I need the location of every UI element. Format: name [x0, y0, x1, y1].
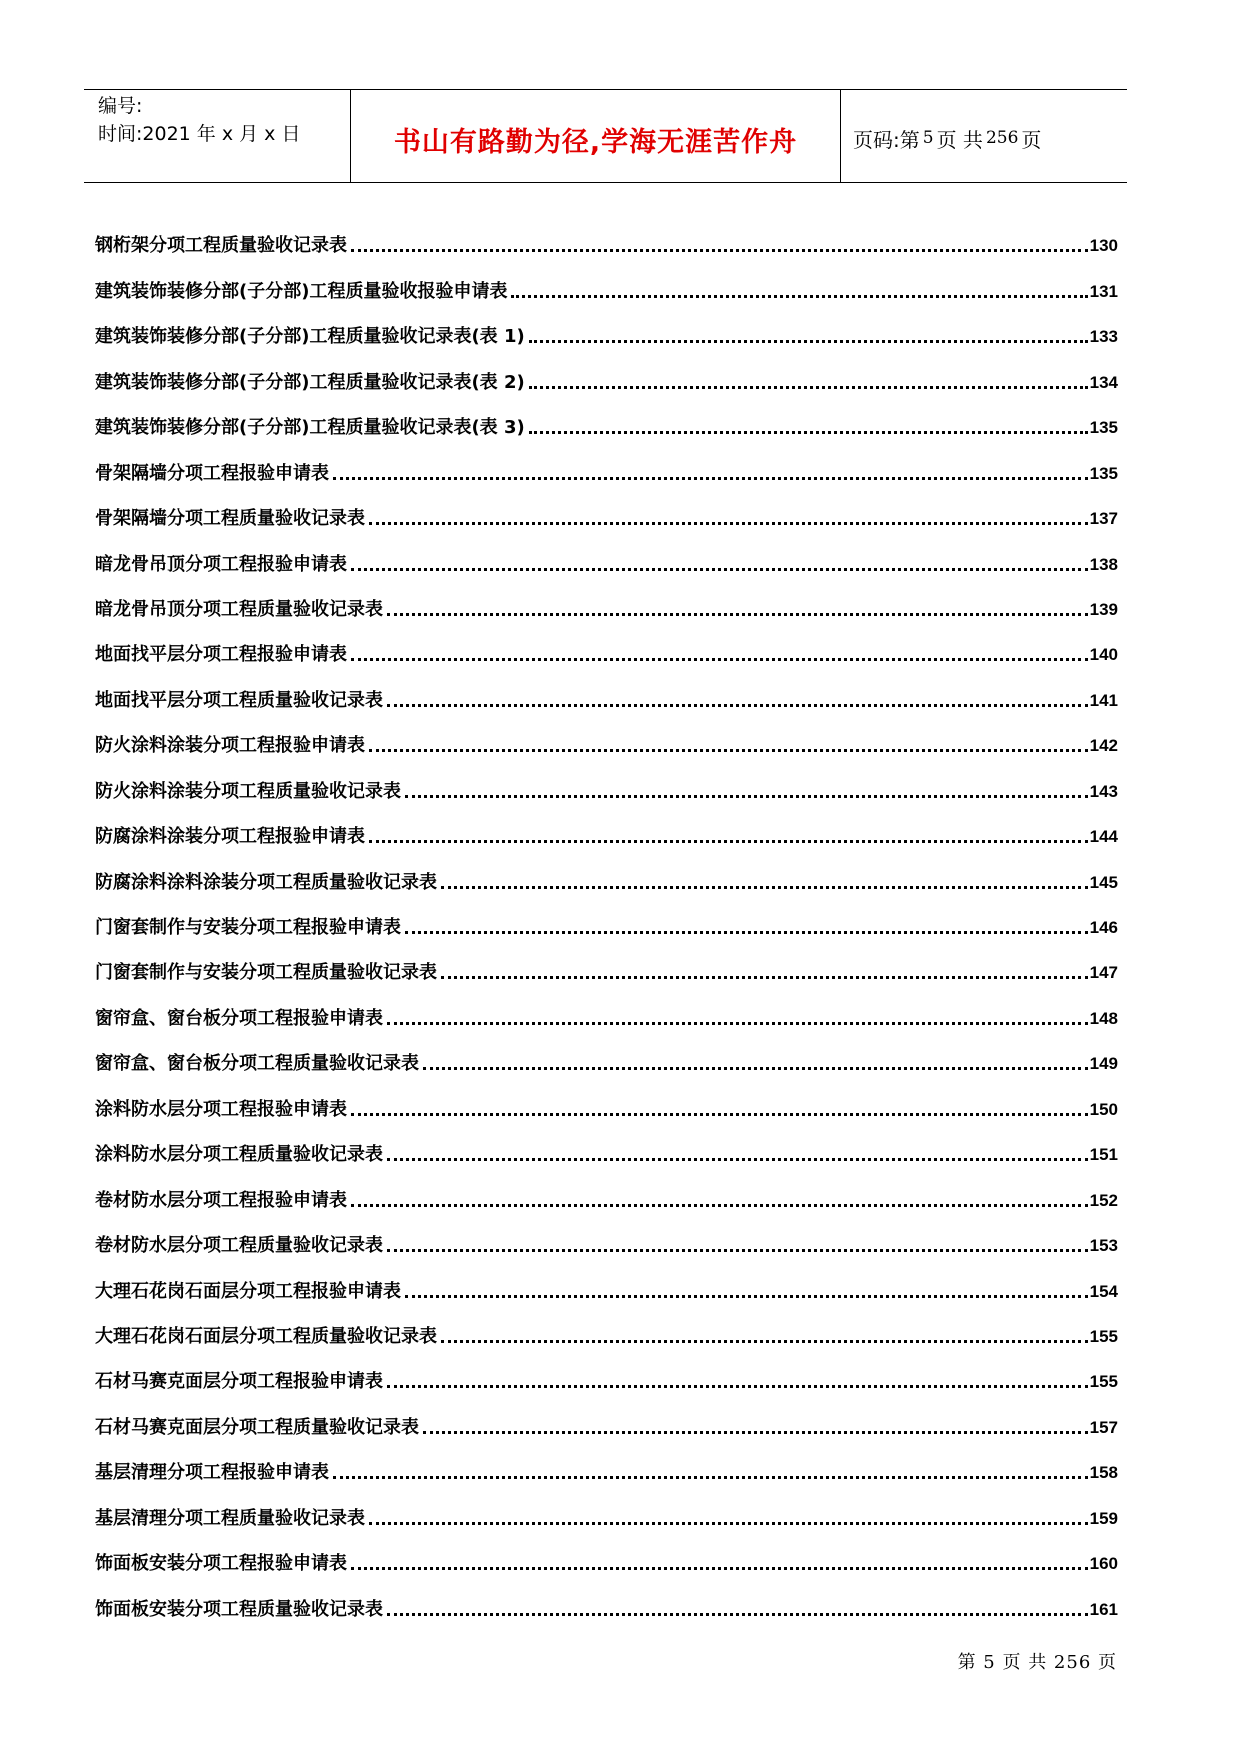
toc-entry-title: 卷材防水层分项工程质量验收记录表 — [95, 1235, 383, 1257]
toc-entry-title: 石材马赛克面层分项工程报验申请表 — [95, 1371, 383, 1393]
toc-dot-leader — [529, 386, 1088, 389]
toc-entry-title: 石材马赛克面层分项工程质量验收记录表 — [95, 1416, 419, 1438]
toc-entry-title: 地面找平层分项工程报验申请表 — [95, 644, 347, 666]
toc-entry[interactable] — [95, 304, 1118, 349]
toc-entry-page: 134 — [1089, 372, 1118, 392]
toc-entry-page: 148 — [1089, 1008, 1118, 1028]
toc-entry-page: 150 — [1089, 1099, 1118, 1119]
toc-entry-title: 建筑装饰装修分部(子分部)工程质量验收记录表(表 1) — [95, 326, 525, 348]
toc-entry-title: 门窗套制作与安装分项工程报验申请表 — [95, 917, 401, 938]
page-total: 256 — [985, 128, 1019, 148]
toc-entry[interactable] — [95, 713, 1118, 758]
toc-entry-page: 160 — [1089, 1554, 1118, 1574]
toc-entry-title: 大理石花岗石面层分项工程质量验收记录表 — [95, 1325, 437, 1347]
toc-dot-leader — [351, 568, 1088, 571]
toc-entry[interactable] — [95, 349, 1118, 394]
toc-entry-page: 137 — [1089, 509, 1118, 529]
toc-entry-title: 骨架隔墙分项工程质量验收记录表 — [95, 508, 365, 530]
toc-entry[interactable] — [95, 758, 1118, 803]
toc-entry-page: 131 — [1089, 281, 1118, 301]
toc-dot-leader — [387, 1385, 1088, 1388]
toc-entry-page: 135 — [1089, 418, 1118, 438]
toc-entry[interactable] — [95, 1122, 1118, 1167]
toc-entry[interactable] — [95, 1031, 1118, 1076]
toc-entry[interactable] — [95, 486, 1118, 531]
toc-dot-leader — [333, 477, 1088, 480]
document-number-label: 编号: — [98, 95, 143, 117]
toc-entry-title: 饰面板安装分项工程报验申请表 — [95, 1553, 347, 1575]
toc-dot-leader — [351, 658, 1088, 661]
toc-entry-title: 暗龙骨吊顶分项工程报验申请表 — [95, 553, 347, 575]
toc-dot-leader — [405, 1295, 1088, 1298]
motto-text: 书山有路勤为径,学海无涯苦作舟 — [393, 126, 798, 158]
toc-entry[interactable] — [95, 1531, 1118, 1576]
toc-entry-title: 卷材防水层分项工程报验申请表 — [95, 1189, 347, 1211]
toc-entry-page: 151 — [1089, 1145, 1118, 1165]
toc-dot-leader — [387, 1022, 1088, 1025]
toc-entry-title: 基层清理分项工程报验申请表 — [95, 1462, 329, 1484]
toc-entry[interactable] — [95, 1349, 1118, 1394]
toc-dot-leader — [387, 1613, 1088, 1616]
toc-entry-title: 地面找平层分项工程质量验收记录表 — [95, 689, 383, 711]
toc-entry-title: 涂料防水层分项工程质量验收记录表 — [95, 1144, 383, 1166]
toc-entry[interactable] — [95, 577, 1118, 622]
toc-entry-title: 基层清理分项工程质量验收记录表 — [95, 1507, 365, 1529]
toc-entry-page: 159 — [1089, 1508, 1118, 1528]
toc-entry-page: 157 — [1089, 1417, 1118, 1437]
toc-entry-title: 涂料防水层分项工程报验申请表 — [95, 1098, 347, 1120]
toc-entry-page: 155 — [1089, 1326, 1118, 1346]
toc-dot-leader — [351, 1204, 1088, 1207]
page-middle: 页 共 — [936, 127, 983, 152]
toc-dot-leader — [333, 1476, 1088, 1479]
toc-entry-title: 暗龙骨吊顶分项工程质量验收记录表 — [95, 598, 383, 620]
toc-entry[interactable] — [95, 531, 1118, 576]
toc-dot-leader — [351, 249, 1088, 252]
toc-entry[interactable] — [95, 213, 1118, 258]
toc-dot-leader — [511, 295, 1087, 298]
toc-dot-leader — [441, 976, 1088, 979]
toc-dot-leader — [405, 931, 1088, 934]
toc-entry-page: 161 — [1089, 1599, 1118, 1619]
toc-dot-leader — [351, 1567, 1088, 1570]
header-motto-cell — [350, 90, 841, 182]
toc-entry-title: 建筑装饰装修分部(子分部)工程质量验收记录表(表 2) — [95, 371, 525, 393]
toc-entry-page: 154 — [1089, 1281, 1118, 1301]
toc-entry-page: 139 — [1089, 599, 1118, 619]
toc-entry[interactable] — [95, 258, 1118, 303]
toc-entry-title: 防腐涂料涂料涂装分项工程质量验收记录表 — [95, 871, 437, 893]
toc-dot-leader — [369, 840, 1088, 843]
toc-entry-page: 155 — [1089, 1372, 1118, 1392]
toc-dot-leader — [387, 613, 1088, 616]
toc-dot-leader — [441, 886, 1088, 889]
toc-entry[interactable] — [95, 1394, 1118, 1439]
toc-entry-page: 158 — [1089, 1463, 1118, 1483]
toc-entry-title: 门窗套制作与安装分项工程质量验收记录表 — [95, 962, 437, 984]
toc-entry-title: 防火涂料涂装分项工程质量验收记录表 — [95, 780, 401, 802]
page-suffix: 页 — [1021, 127, 1042, 152]
toc-entry[interactable] — [95, 1167, 1118, 1212]
toc-entry-page: 153 — [1089, 1236, 1118, 1256]
toc-entry-page: 130 — [1089, 236, 1118, 256]
page-current: 5 — [922, 128, 934, 148]
toc-entry-page: 138 — [1089, 554, 1118, 574]
toc-entry-page: 142 — [1089, 736, 1118, 756]
toc-entry[interactable] — [95, 1213, 1118, 1258]
toc-dot-leader — [441, 1340, 1088, 1343]
header-page-cell — [841, 90, 1127, 182]
table-of-contents — [95, 213, 1118, 1622]
toc-entry-page: 133 — [1089, 327, 1118, 347]
document-time: 时间:2021 年 x 月 x 日 — [98, 123, 301, 145]
toc-dot-leader — [423, 1431, 1088, 1434]
toc-entry[interactable] — [95, 849, 1118, 894]
toc-entry-page: 143 — [1089, 781, 1118, 801]
toc-entry-title: 钢桁架分项工程质量验收记录表 — [95, 235, 347, 257]
toc-entry-page: 152 — [1089, 1190, 1118, 1210]
toc-dot-leader — [387, 1158, 1088, 1161]
toc-entry-title: 防腐涂料涂装分项工程报验申请表 — [95, 826, 365, 848]
page-footer: 第 5 页 共 256 页 — [957, 1652, 1117, 1673]
toc-entry[interactable] — [95, 1258, 1118, 1303]
toc-entry-page: 149 — [1089, 1054, 1118, 1074]
toc-entry[interactable] — [95, 395, 1118, 440]
toc-entry-title: 窗帘盒、窗台板分项工程报验申请表 — [95, 1007, 383, 1029]
toc-dot-leader — [387, 704, 1088, 707]
toc-dot-leader — [351, 1113, 1088, 1116]
toc-entry-page: 147 — [1089, 963, 1118, 983]
toc-entry-title: 骨架隔墙分项工程报验申请表 — [95, 462, 329, 484]
toc-entry-page: 135 — [1089, 463, 1118, 483]
toc-entry[interactable] — [95, 1485, 1118, 1530]
toc-entry[interactable] — [95, 1440, 1118, 1485]
toc-entry[interactable] — [95, 895, 1118, 940]
toc-dot-leader — [529, 431, 1088, 434]
toc-entry[interactable] — [95, 622, 1118, 667]
toc-entry[interactable] — [95, 440, 1118, 485]
toc-dot-leader — [369, 1522, 1088, 1525]
toc-entry-title: 饰面板安装分项工程质量验收记录表 — [95, 1598, 383, 1620]
toc-entry[interactable] — [95, 1576, 1118, 1621]
toc-dot-leader — [369, 749, 1088, 752]
toc-entry[interactable] — [95, 940, 1118, 985]
toc-entry[interactable] — [95, 1304, 1118, 1349]
toc-dot-leader — [369, 522, 1088, 525]
toc-entry[interactable] — [95, 985, 1118, 1030]
toc-entry-title: 建筑装饰装修分部(子分部)工程质量验收报验申请表 — [95, 280, 508, 302]
toc-entry-title: 建筑装饰装修分部(子分部)工程质量验收记录表(表 3) — [95, 417, 525, 439]
page-header — [84, 89, 1127, 183]
header-left-cell — [84, 90, 350, 182]
toc-entry[interactable] — [95, 804, 1118, 849]
toc-entry-title: 大理石花岗石面层分项工程报验申请表 — [95, 1280, 401, 1302]
toc-dot-leader — [405, 795, 1088, 798]
toc-entry[interactable] — [95, 667, 1118, 712]
toc-entry-page: 146 — [1089, 918, 1118, 937]
toc-entry-title: 防火涂料涂装分项工程报验申请表 — [95, 735, 365, 757]
toc-dot-leader — [529, 340, 1088, 343]
toc-entry-page: 144 — [1089, 827, 1118, 847]
toc-entry[interactable] — [95, 1076, 1118, 1121]
toc-entry-page: 145 — [1089, 872, 1118, 892]
toc-entry-title: 窗帘盒、窗台板分项工程质量验收记录表 — [95, 1053, 419, 1075]
toc-dot-leader — [423, 1067, 1088, 1070]
toc-dot-leader — [387, 1249, 1088, 1252]
toc-entry-page: 141 — [1089, 690, 1118, 710]
page-prefix: 页码:第 — [853, 127, 920, 152]
toc-entry-page: 140 — [1089, 645, 1118, 665]
